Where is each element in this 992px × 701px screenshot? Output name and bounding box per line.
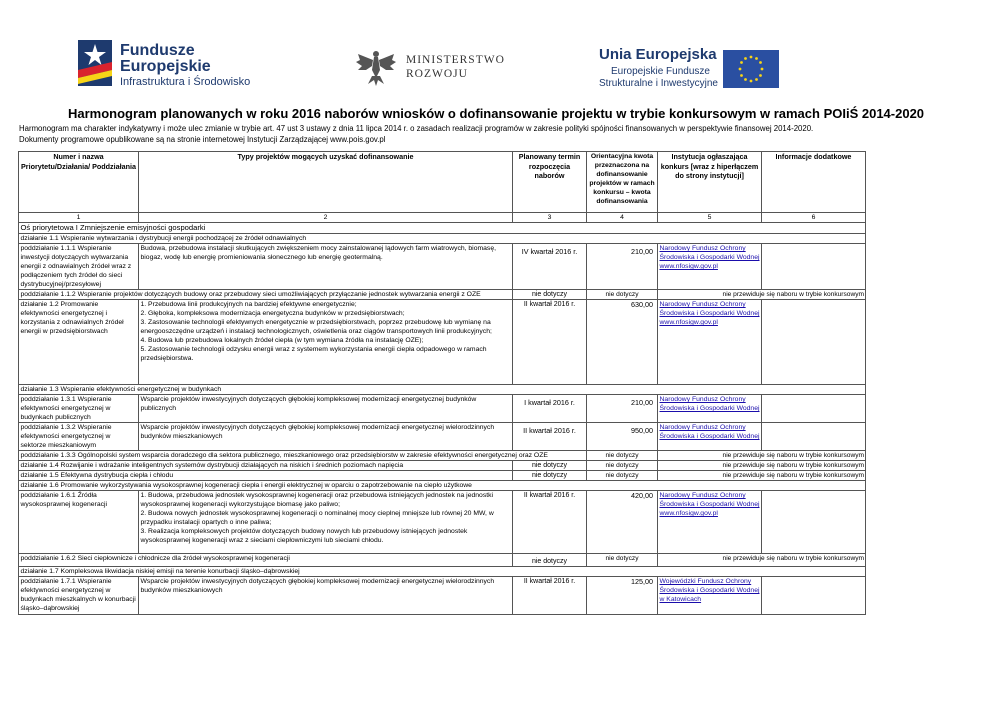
project-type-item: 2. Głęboka, kompleksowa modernizacja energetyczna budynków w przedsiębiorstwach; <box>140 310 405 317</box>
start-term: nie dotyczy <box>513 290 587 300</box>
amount: 420,00 <box>587 491 658 554</box>
ue-subtitle2: Strukturalne i Inwestycyjne <box>599 78 718 89</box>
institution-link[interactable]: Narodowy Fundusz Ochrony Środowiska i Gospodarki Wodnej <box>659 301 760 317</box>
legal-note: Harmonogram ma charakter indykatywny i może ulec zmianie w trybie art. 47 ust 3 ustawy z dnia 11 lipca 2014 r. o zasadach realizacji programów w zakresie polityki spójności finansowanych w perspektywie finansowej 2014-2020. <box>19 124 814 133</box>
header-priority: Numer i nazwa Priorytetu/Działania/ Poddziałania <box>19 152 139 213</box>
start-term: II kwartał 2016 r. <box>513 300 587 385</box>
institution-link[interactable]: Narodowy Fundusz Ochrony Środowiska i Gospodarki Wodnej <box>659 424 760 440</box>
institution-url-link[interactable]: www.nfosigw.gov.pl <box>659 263 718 270</box>
additional-info <box>762 491 866 554</box>
amount: nie dotyczy <box>587 471 658 481</box>
axis-title: Oś priorytetowa I Zmniejszenie emisyjności gospodarki <box>19 223 866 234</box>
additional-info: nie przewiduje się naboru w trybie konkursowym <box>658 554 866 567</box>
col-number: 5 <box>658 213 762 223</box>
project-type-item: 4. Budowa lub przebudowa lokalnych źródeł ciepła (w tym wymiana źródła na instalację OZE); <box>140 337 424 344</box>
project-types <box>139 491 513 554</box>
measure-row <box>19 385 866 395</box>
additional-info <box>762 423 866 451</box>
start-term: nie dotyczy <box>513 554 587 567</box>
document-title: Harmonogram planowanych w roku 2016 naborów wniosków o dofinansowanie projektu w trybie konkursowym w ramach POIiŚ 2014-2020 <box>67 106 925 121</box>
additional-info: nie przewiduje się naboru w trybie konkursowym <box>658 290 866 300</box>
project-types: Wsparcie projektów inwestycyjnych dotyczących głębokiej kompleksowej modernizacji energetycznej budynków publicznych <box>139 395 513 423</box>
col-number: 2 <box>139 213 513 223</box>
project-type-item: 3. Realizacja kompleksowych projektów dotyczących budowy nowych lub przebudowy istniejących jednostek wysokosprawnej kogeneracji wraz z sieciami ciepłowniczymi lub sieciami chłodu. <box>140 528 468 544</box>
institution-link[interactable]: Narodowy Fundusz Ochrony Środowiska i Gospodarki Wodnej <box>659 492 760 508</box>
institution-link[interactable]: Wojewódzki Fundusz Ochrony Środowiska i Gospodarki Wodnej w Katowicach <box>659 578 760 603</box>
institution-cell <box>658 491 762 554</box>
amount: 125,00 <box>587 577 658 615</box>
submeasure-name: poddziałanie 1.1.2 Wspieranie projektów dotyczących budowy oraz przebudowy sieci umożliwiających przyłączanie jednostek wytwarzania energii z OZE <box>19 290 513 300</box>
website-note: Dokumenty programowe opublikowane są na stronie internetowej Instytucji Zarządzającej www.pois.gov.pl <box>19 135 386 144</box>
col-number: 6 <box>762 213 866 223</box>
table-row <box>19 461 866 471</box>
additional-info <box>762 300 866 385</box>
fe-program-name: Infrastruktura i Środowisko <box>120 76 251 88</box>
measure-title: działanie 1.1 Wspieranie wytwarzania i dystrybucji energii pochodzącej ze źródeł odnawialnych <box>19 234 866 244</box>
eagle-emblem-icon <box>354 48 398 88</box>
header-logos <box>0 0 992 95</box>
table-row <box>19 491 866 554</box>
start-term: II kwartał 2016 r. <box>513 491 587 554</box>
amount: 630,00 <box>587 300 658 385</box>
additional-info <box>762 244 866 290</box>
start-term: II kwartał 2016 r. <box>513 577 587 615</box>
measure-name: działanie 1.4 Rozwijanie i wdrażanie inteligentnych systemów dystrybucji działających na niskich i średnich poziomach napięcia <box>19 461 513 471</box>
additional-info <box>762 395 866 423</box>
eu-flag-icon <box>723 50 779 88</box>
ue-title: Unia Europejska <box>599 46 717 63</box>
measure-name: działanie 1.5 Efektywna dystrybucja ciepła i chłodu <box>19 471 513 481</box>
table-row <box>19 244 866 290</box>
measure-row <box>19 481 866 491</box>
measure-row <box>19 234 866 244</box>
measure-title: działanie 1.7 Kompleksowa likwidacja niskiej emisji na terenie konurbacji śląsko–dąbrowskiej <box>19 567 866 577</box>
submeasure-name: poddziałanie 1.7.1 Wspieranie efektywności energetycznej w budynkach mieszkalnych w konurbacji śląsko–dąbrowskiej <box>19 577 139 615</box>
institution-cell <box>658 395 762 423</box>
additional-info: nie przewiduje się naboru w trybie konkursowym <box>658 461 866 471</box>
col-number: 1 <box>19 213 139 223</box>
institution-link[interactable]: Narodowy Fundusz Ochrony Środowiska i Gospodarki Wodnej <box>659 396 760 412</box>
submeasure-name: poddziałanie 1.3.2 Wspieranie efektywności energetycznej w sektorze mieszkaniowym <box>19 423 139 451</box>
ue-subtitle1: Europejskie Fundusze <box>611 66 710 77</box>
institution-cell <box>658 577 762 615</box>
project-type-item: 5. Zastosowanie technologii odzysku energii wraz z systemem wykorzystania energii ciepła odpadowego w ramach przedsiębiorstwa. <box>140 346 487 362</box>
institution-cell <box>658 300 762 385</box>
table-row <box>19 451 866 461</box>
ministry-line1: MINISTERSTWO <box>406 54 505 66</box>
start-term: I kwartał 2016 r. <box>513 395 587 423</box>
project-type-item: 3. Zastosowanie technologii efektywnych energetycznie w przedsiębiorstwach, poprzez przebudowę lub wymianę na energooszczędne urządzeń i instalacji technologicznych, oświetlenia oraz ciągów transportowych linii produkcyjnych; <box>140 319 492 335</box>
table-row <box>19 290 866 300</box>
amount: nie dotyczy <box>587 290 658 300</box>
ministry-line2: ROZWOJU <box>406 68 468 80</box>
submeasure-name: poddziałanie 1.6.2 Sieci ciepłownicze i chłodnicze dla źródeł wysokosprawnej kogeneracji <box>19 554 513 567</box>
submeasure-name: poddziałanie 1.3.1 Wspieranie efektywności energetycznej w budynkach publicznych <box>19 395 139 423</box>
start-term: nie dotyczy <box>513 461 587 471</box>
header-project-types: Typy projektów mogących uzyskać dofinansowanie <box>139 152 513 213</box>
start-term: IV kwartał 2016 r. <box>513 244 587 290</box>
project-types: Wsparcie projektów inwestycyjnych dotyczących głębokiej kompleksowej modernizacji energetycznej wielorodzinnych budynków mieszkaniowych <box>139 423 513 451</box>
additional-info <box>762 577 866 615</box>
institution-cell <box>658 423 762 451</box>
start-term: nie dotyczy <box>513 471 587 481</box>
table-row <box>19 395 866 423</box>
amount: 950,00 <box>587 423 658 451</box>
institution-link[interactable]: Narodowy Fundusz Ochrony Środowiska i Gospodarki Wodnej <box>659 245 760 261</box>
col-number: 3 <box>513 213 587 223</box>
submeasure-name: poddziałanie 1.3.3 Ogólnopolski system wsparcia doradczego dla sektora publicznego, mieszkaniowego oraz przedsiębiorstw w zakresie efektywności energetycznej oraz OZE <box>19 451 587 461</box>
measure-title: działanie 1.6 Promowanie wykorzystywania wysokosprawnej kogeneracji ciepła i energii elektrycznej w oparciu o zapotrzebowanie na ciepło użytkowe <box>19 481 866 491</box>
project-types: Wsparcie projektów inwestycyjnych dotyczących głębokiej kompleksowej modernizacji energetycznej wielorodzinnych budynków mieszkaniowych <box>139 577 513 615</box>
additional-info: nie przewiduje się naboru w trybie konkursowym <box>658 451 866 461</box>
project-type-item: 1. Budowa, przebudowa jednostek wysokosprawnej kogeneracji oraz przebudowa istniejących jednostek na jednostki wysokosprawnej kogeneracji wykorzystujące biomasę jako paliwo; <box>140 492 494 508</box>
column-number-row <box>19 213 866 223</box>
project-type-item: 2. Budowa nowych jednostek wysokosprawnej kogeneracji o nominalnej mocy cieplnej mniejsze lub równej 20 MW, w przypadku instalacji opartych o inne paliwa; <box>140 510 494 526</box>
col-number: 4 <box>587 213 658 223</box>
submeasure-name: poddziałanie 1.1.1 Wspieranie inwestycji dotyczących wytwarzania energii z odnawialnych źródeł wraz z podłączeniem tych źródeł do sieci dystrybucyjnej/przesyłowej <box>19 244 139 290</box>
header-institution: Instytucja ogłaszająca konkurs [wraz z hiperłączem do strony instytucji] <box>658 152 762 213</box>
fe-name-line1: Fundusze <box>120 42 195 59</box>
table-row <box>19 423 866 451</box>
institution-url-link[interactable]: www.nfosigw.gov.pl <box>659 510 718 517</box>
measure-name: działanie 1.2 Promowanie efektywności energetycznej i korzystania z odnawialnych źródeł energii w przedsiębiorstwach <box>19 300 139 385</box>
table-row <box>19 577 866 615</box>
institution-url-link[interactable]: www.nfosigw.gov.pl <box>659 319 718 326</box>
header-amount: Orientacyjna kwota przeznaczona na dofinansowanie projektów w ramach konkursu – kwota dofinansowania <box>587 152 658 213</box>
amount: 210,00 <box>587 395 658 423</box>
header-additional-info: Informacje dodatkowe <box>762 152 866 213</box>
fe-name-line2: Europejskie <box>120 58 211 75</box>
project-type-item: 1. Przebudowa linii produkcyjnych na bardziej efektywne energetycznie; <box>140 301 357 308</box>
project-types: Budowa, przebudowa instalacji skutkujących zwiększeniem mocy zainstalowanej lądowych farm wiatrowych, biomasę, biogaz, wodę lub energię promieniowania słonecznego lub energię geotermalną. <box>139 244 513 290</box>
header-start-date: Planowany termin rozpoczęcia naborów <box>513 152 587 213</box>
amount: nie dotyczy <box>587 461 658 471</box>
header-row <box>19 152 866 213</box>
submeasure-name: poddziałanie 1.6.1 Źródła wysokosprawnej kogeneracji <box>19 491 139 554</box>
measure-row <box>19 567 866 577</box>
project-types <box>139 300 513 385</box>
table-row <box>19 554 866 567</box>
amount: nie dotyczy <box>587 451 658 461</box>
schedule-table <box>18 151 866 615</box>
institution-cell <box>658 244 762 290</box>
axis-row <box>19 223 866 234</box>
table-row <box>19 471 866 481</box>
measure-title: działanie 1.3 Wspieranie efektywności energetycznej w budynkach <box>19 385 866 395</box>
fe-star-icon <box>78 40 112 86</box>
additional-info: nie przewiduje się naboru w trybie konkursowym <box>658 471 866 481</box>
amount: 210,00 <box>587 244 658 290</box>
start-term: II kwartał 2016 r. <box>513 423 587 451</box>
table-row <box>19 300 866 385</box>
amount: nie dotyczy <box>587 554 658 567</box>
